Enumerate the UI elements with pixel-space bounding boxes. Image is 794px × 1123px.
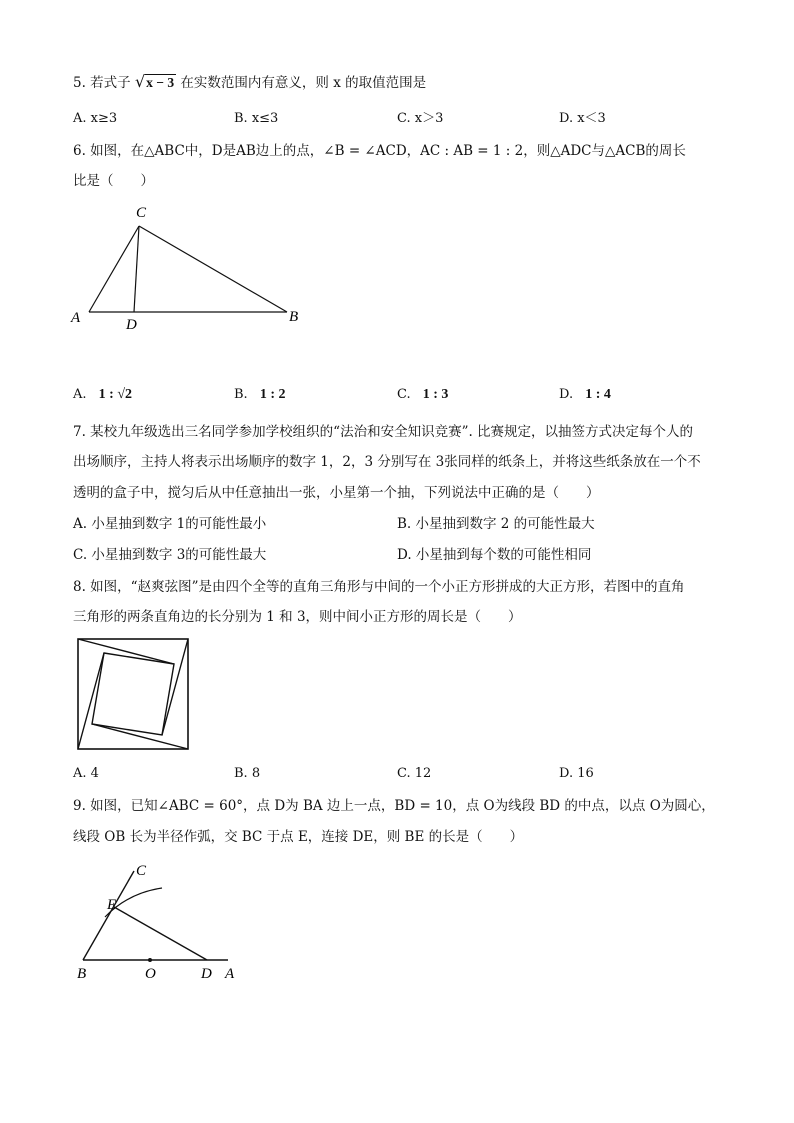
q6-option-c-value: 1 : 3 — [422, 387, 449, 402]
q8-option-b: B. 8 — [234, 766, 261, 781]
q9-ray-bc — [83, 871, 134, 960]
q9-label-c: C — [136, 863, 147, 879]
q6-segment-cd — [134, 226, 139, 312]
q6-option-d-letter: D. — [559, 387, 574, 402]
q7-stem-line1: 7. 某校九年级选出三名同学参加学校组织的“法治和安全知识竞赛”. 比赛规定，以抽签方式决定每个人的 — [73, 424, 694, 440]
q8-option-d: D. 16 — [559, 766, 594, 781]
q6-option-a-value: 1 : √2 — [98, 387, 133, 402]
q7-stem-line3: 透明的盒子中，搅匀后从中任意抽出一张，小星第一个抽，下列说法中正确的是（ ） — [73, 485, 600, 501]
q9-stem-line2: 线段 OB 长为半径作弧，交 BC 于点 E，连接 DE，则 BE 的长是（ ） — [73, 829, 524, 845]
q6-stem-line2: 比是（ ） — [73, 173, 154, 189]
q8-outer-square — [78, 639, 188, 749]
q8-zhao-shuang-figure — [74, 635, 194, 755]
q6-option-a-letter: A. — [73, 387, 87, 402]
q9-stem-line1: 9. 如图，已知∠ABC = 60°，点 D为 BA 边上一点，BD = 10，点 O为线段 BD 的中点，以点 O为圆心， — [73, 798, 715, 814]
q9-label-d: D — [201, 966, 212, 982]
q6-label-d: D — [126, 317, 137, 333]
q7-option-b: B. 小星抽到数字 2 的可能性最大 — [397, 516, 595, 532]
q5-option-d: D. x＜3 — [559, 111, 606, 126]
q8-option-a: A. 4 — [73, 766, 99, 781]
q5-stem-post: 在实数范围内有意义，则 x 的取值范围是 — [180, 75, 427, 91]
q9-label-a: A — [225, 966, 235, 982]
q6-label-c: C — [136, 205, 147, 221]
q9-label-o: O — [145, 966, 156, 982]
q6-option-b — [234, 386, 286, 404]
q6-option-a — [73, 386, 132, 404]
q5-option-c: C. x＞3 — [397, 111, 444, 126]
q6-option-b-letter: B. — [234, 387, 248, 402]
q8-option-c: C. 12 — [397, 766, 432, 781]
q6-option-c — [397, 386, 448, 404]
q6-side-ac — [89, 226, 139, 312]
q9-label-e: E — [107, 897, 117, 913]
q6-option-b-value: 1 : 2 — [259, 387, 286, 402]
q7-stem-line2: 出场顺序，主持人将表示出场顺序的数字 1，2，3 分别写在 3张同样的纸条上，并将这些纸条放在一个不 — [73, 454, 701, 470]
q8-triangle-line-1 — [78, 639, 174, 664]
q7-option-d: D. 小星抽到每个数的可能性相同 — [397, 547, 592, 563]
q5-option-a: A. x≥3 — [73, 111, 118, 126]
q9-segment-de — [114, 907, 207, 960]
q5-option-b: B. x≤3 — [234, 111, 279, 126]
q8-stem-line1: 8. 如图，“赵爽弦图”是由四个全等的直角三角形与中间的一个小正方形拼成的大正方形，若图中的直角 — [73, 579, 685, 595]
q8-triangle-line-4 — [78, 653, 104, 749]
q6-option-d — [559, 386, 611, 404]
q9-angle-figure — [70, 855, 270, 990]
q5-stem-pre: 5. 若式子 — [73, 75, 131, 91]
q6-stem-line1: 6. 如图，在△ABC中，D是AB边上的点，∠B = ∠ACD，AC : AB = 1 : 2，则△ADC与△ACB的周长 — [73, 143, 686, 159]
q5-sqrt-expression: √x − 3 — [134, 72, 175, 91]
q8-stem-line2: 三角形的两条直角边的长分别为 1 和 3，则中间小正方形的周长是（ ） — [73, 609, 522, 625]
q9-point-o — [148, 958, 152, 962]
q6-label-b: B — [289, 309, 299, 325]
q8-triangle-line-3 — [92, 724, 188, 749]
q9-label-b: B — [77, 966, 87, 982]
q7-option-c: C. 小星抽到数字 3的可能性最大 — [73, 547, 267, 563]
q8-inner-square — [92, 653, 174, 735]
q6-label-a: A — [71, 310, 81, 326]
q8-triangle-line-2 — [162, 639, 188, 735]
q6-option-c-letter: C. — [397, 387, 411, 402]
q6-option-d-value: 1 : 4 — [585, 387, 611, 402]
q6-triangle-figure — [60, 195, 320, 345]
q5-stem — [73, 73, 426, 92]
q5-radicand: x − 3 — [146, 75, 175, 90]
q6-side-cb — [139, 226, 287, 312]
q7-option-a: A. 小星抽到数字 1的可能性最小 — [73, 516, 267, 532]
